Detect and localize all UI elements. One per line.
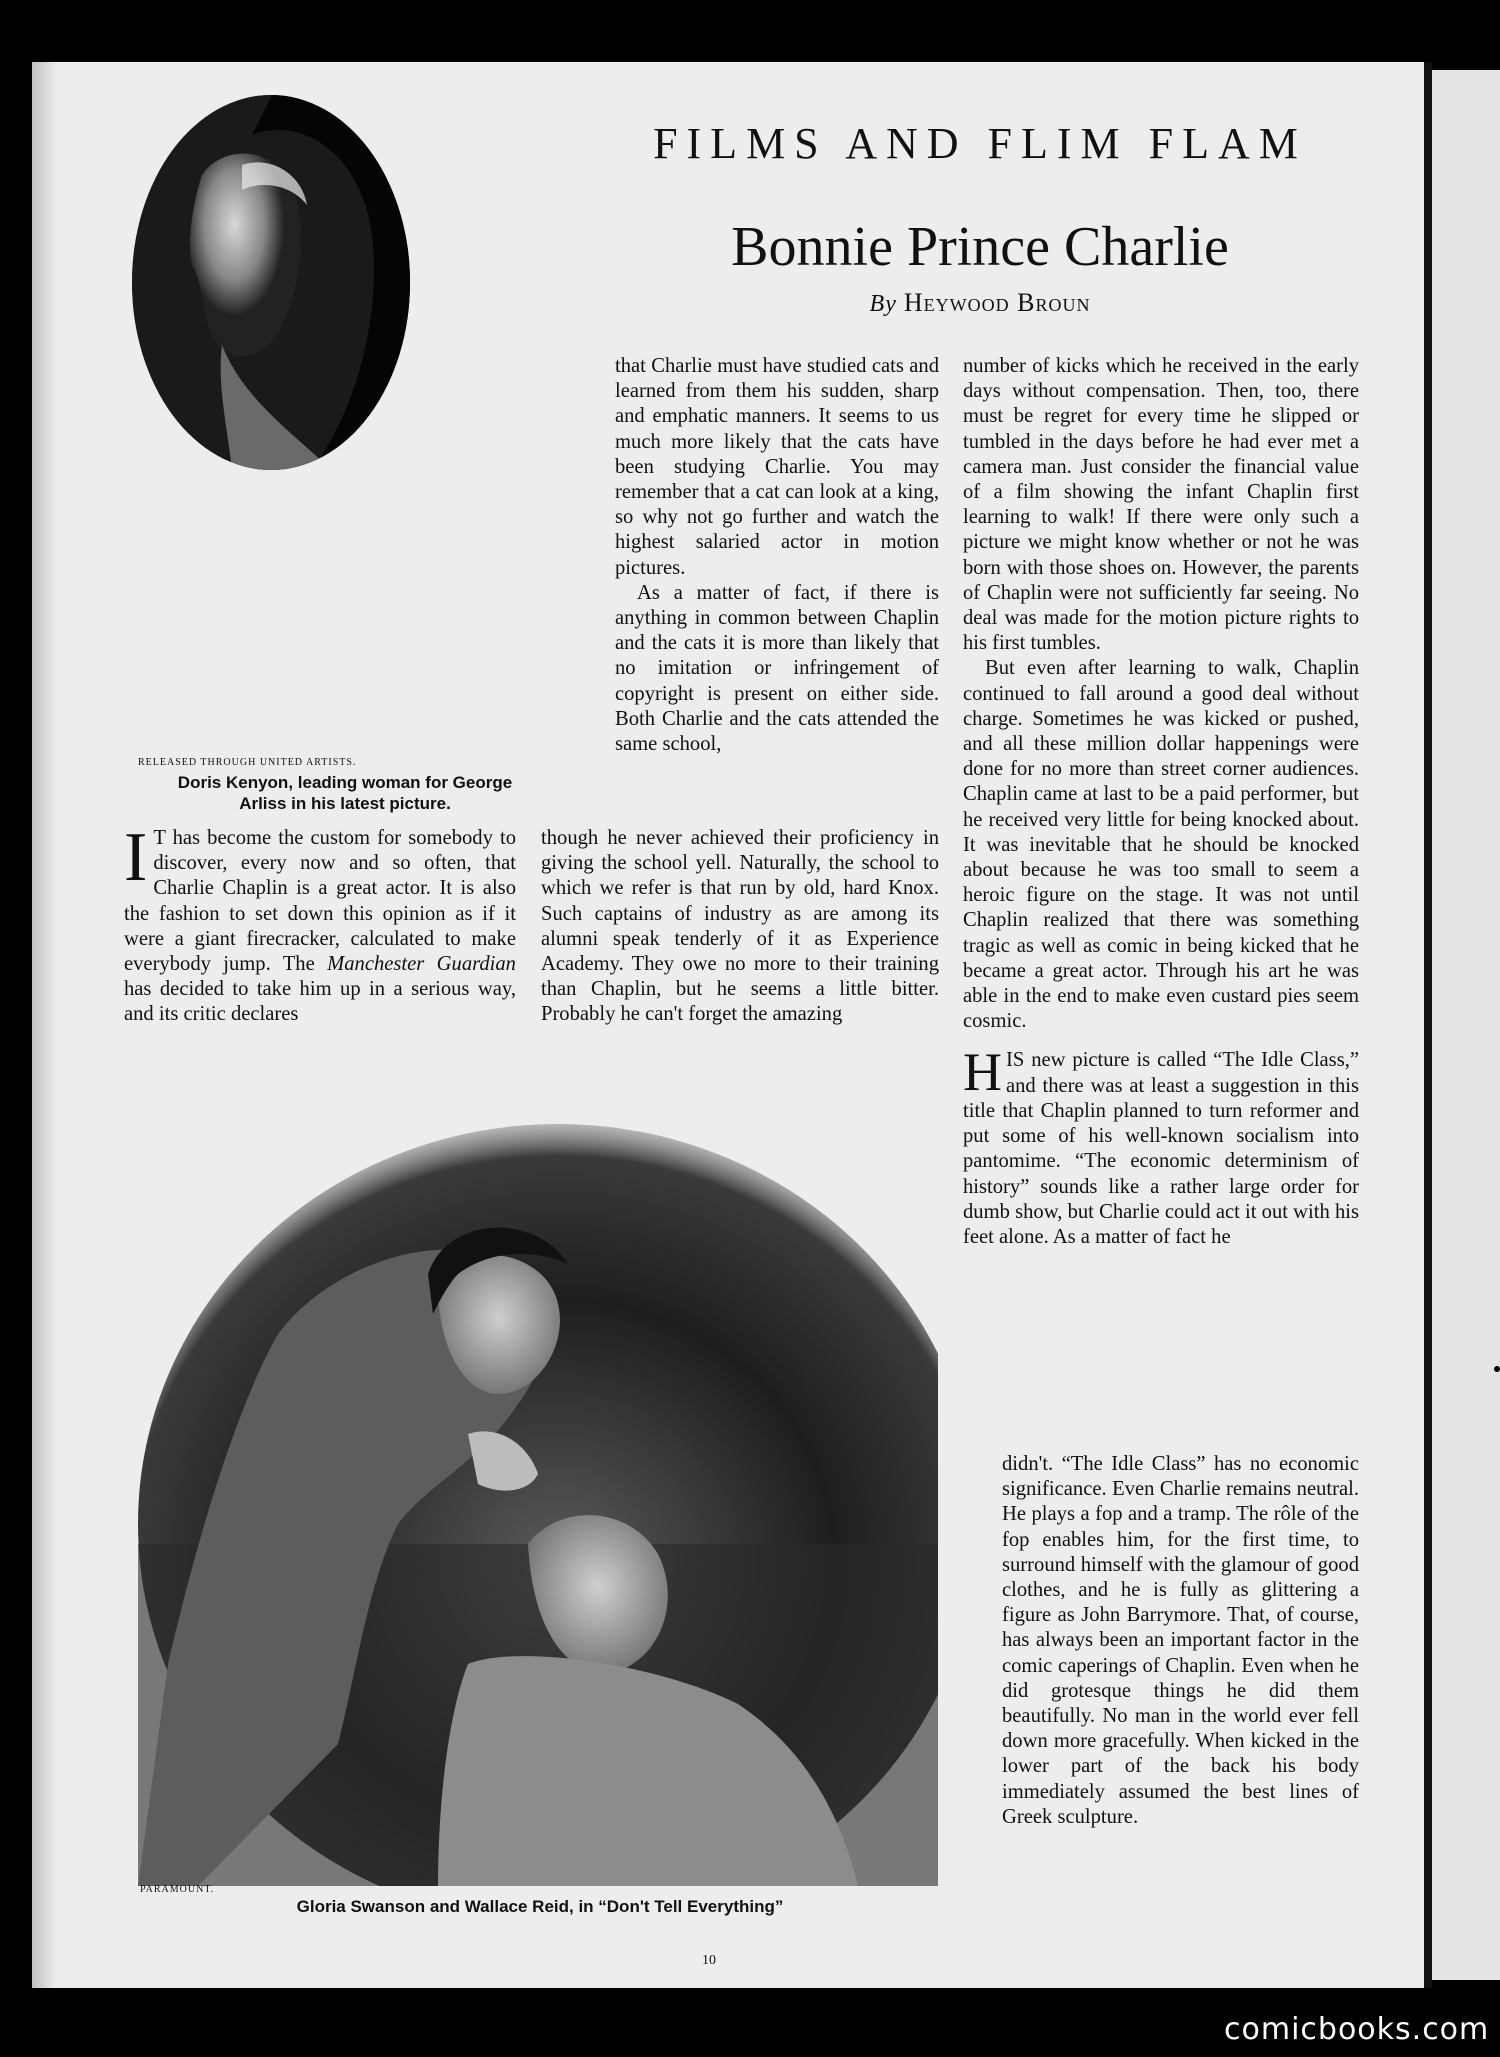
article-column-1 bbox=[124, 819, 516, 1028]
col3-paragraph-2: But even after learning to walk, Chaplin continued to fall around a good deal without charge. Sometimes he was kicked or pushed, and all these million dollar happenings were done for no more than street corner audiences. Chaplin came at last to be a paid performer, but he received very little for being knocked about. It was inevitable that he should be knocked about because he was too small to seem a heroic figure on the stage. It was not until Chaplin realized that there was something tragic as well as comic in being kicked that he became a great actor. Through his art he was able in the end to make even custard pies seem cosmic. bbox=[963, 657, 1359, 1033]
still-photo-swanson-reid bbox=[138, 1104, 938, 1886]
article-column-3-lower bbox=[1002, 1452, 1359, 1830]
photo-caption-top bbox=[120, 758, 570, 814]
article-title: Bonnie Prince Charlie bbox=[731, 216, 1229, 278]
section-heading: FILMS AND FLIM FLAM bbox=[653, 119, 1307, 168]
caption-line-1: Doris Kenyon, leading woman for George bbox=[177, 773, 513, 792]
col2-paragraph-1: that Charlie must have studied cats and learned from them his sudden, sharp and emphatic manners. It seems to us much more likely that the cats have been studying Charlie. You may remember that a cat can look at a king, so why not go further and watch the highest salaried actor in motion pictures. bbox=[615, 355, 939, 579]
spine-shadow bbox=[32, 62, 56, 1988]
col2-paragraph-2: As a matter of fact, if there is anything in common between Chaplin and the cats it is more than likely that no imitation or infringement of copyright is present on either side. Both Charlie and the cats attended the same school, bbox=[615, 581, 939, 756]
col3-paragraph-1: number of kicks which he received in the early days without compensation. Then, too, there must be regret for every time he slipped or tumbled in the days before he had ever met a camera man. Just consider the financial value of a film showing the infant Chaplin first learning to walk! If there were only such a picture we might know whether or not he was born with those shoes on. However, the parents of Chaplin were not sufficiently far seeing. No deal was made for the motion picture rights to his first tumbles. bbox=[963, 355, 1359, 655]
col3-paragraph-4: didn't. “The Idle Class” has no economic significance. Even Charlie remains neutral. He plays a fop and a tramp. The rôle of the fop enables him, for the first time, to surround himself with the glamour of good clothes, and he is fully as glittering a figure as John Barrymore. That, of course, has always been an important factor in the comic caperings of Chaplin. Even when he did grotesque things he did them beautifully. No man in the world ever fell down more gracefully. When kicked in the lower part of the back his body immediately assumed the best lines of Greek sculpture. bbox=[1002, 1453, 1359, 1828]
caption-line-2: Arliss in his latest picture. bbox=[239, 794, 451, 813]
photo-credit-bottom: PARAMOUNT. bbox=[140, 1884, 215, 1895]
paragraph-opening bbox=[124, 819, 516, 1028]
byline-prefix: By bbox=[869, 291, 897, 317]
article-column-3 bbox=[963, 354, 1359, 1250]
facing-page-edge bbox=[1432, 70, 1500, 1980]
article-column-2 bbox=[615, 354, 939, 757]
film-still-image bbox=[138, 1104, 938, 1886]
page-gutter bbox=[1424, 62, 1432, 1988]
drop-cap-h: H bbox=[963, 1042, 1002, 1103]
col3-paragraph-3 bbox=[963, 1042, 1359, 1250]
scan-speck bbox=[1494, 1366, 1500, 1372]
drop-cap-i: I bbox=[124, 819, 148, 896]
byline bbox=[700, 288, 1260, 318]
col3-paragraph-3-text: IS new picture is called “The Idle Class,” and there was at least a suggestion in this title that Chaplin planned to turn reformer and put some of his well-known socialism into pantomime. “The economic determinism of history” sounds like a rather large order for dumb show, but Charlie could act it out with his feet alone. As a matter of fact he bbox=[963, 1049, 1359, 1248]
article-column-2-lower bbox=[541, 826, 939, 1028]
photo-caption-bottom: Gloria Swanson and Wallace Reid, in “Don't Tell Everything” bbox=[296, 1897, 784, 1916]
portrait-image bbox=[132, 95, 410, 470]
col1-text-end: has decided to take him up in a serious way, and its critic declares bbox=[124, 978, 516, 1026]
col1-text: T has become the custom for somebody to discover, every now and so often, that Charlie Chaplin is a great actor. It is also the fashion to set down this opinion as if it were a giant firecracker, calculated to make everybody jump. The bbox=[124, 827, 516, 976]
page-number: 10 bbox=[702, 1953, 716, 1968]
author-name: Heywood Broun bbox=[903, 288, 1091, 317]
photo-credit-top: RELEASED THROUGH UNITED ARTISTS. bbox=[138, 757, 357, 768]
watermark-text: comicbooks.com bbox=[1224, 2012, 1490, 2047]
col2-paragraph-2-cont: though he never achieved their proficiency in giving the school yell. Naturally, the school to which we refer is that run by old, hard Knox. Such captains of industry as are among its alumni speak tenderly of it as Experience Academy. They owe no more to their training than Chaplin, but he seems a little bitter. Probably he can't forget the amazing bbox=[541, 827, 939, 1026]
portrait-photo-doris-kenyon bbox=[132, 95, 410, 470]
col1-italic: Manchester Guardian bbox=[327, 953, 516, 976]
